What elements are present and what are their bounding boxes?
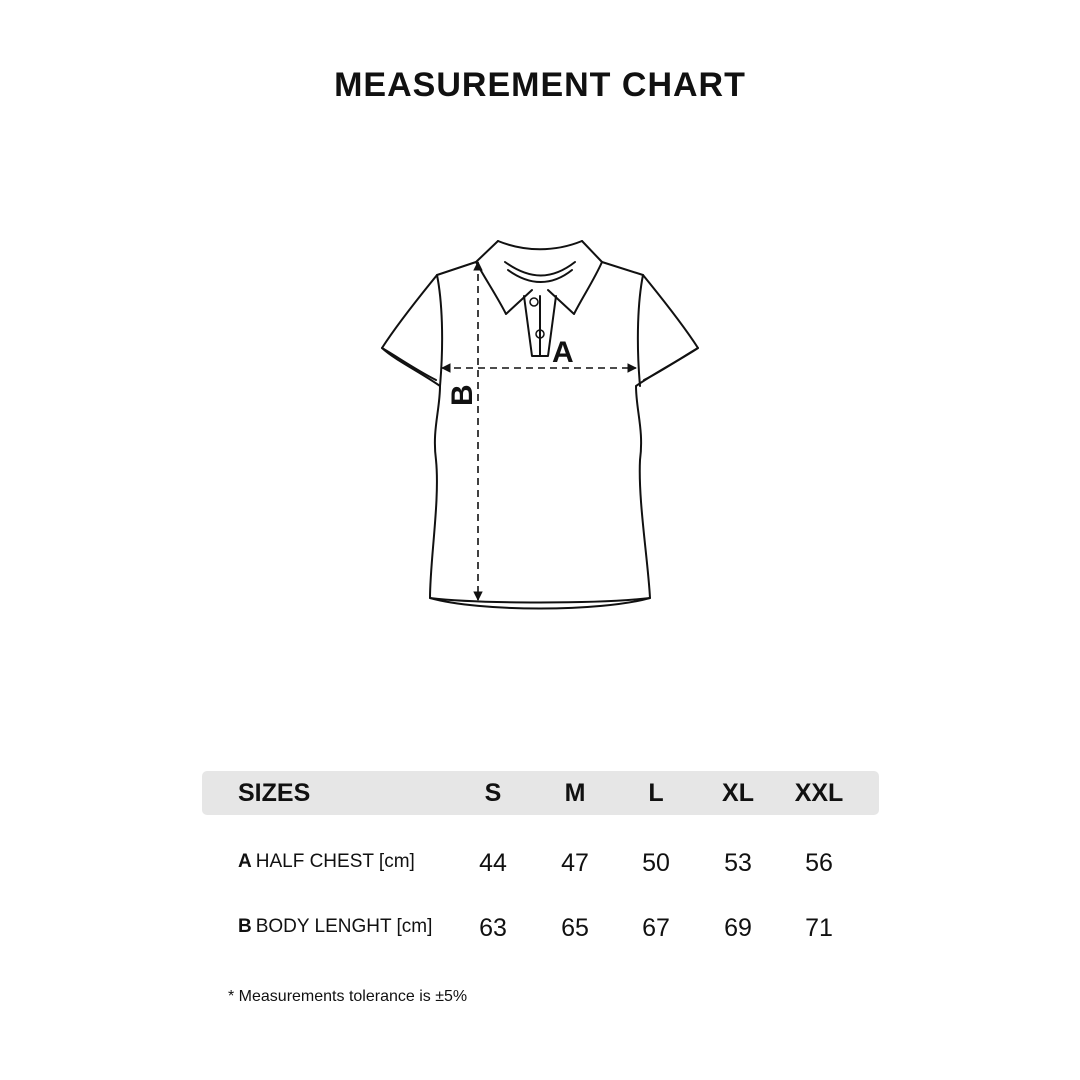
collar-right [548,241,602,314]
table-cell: 71 [805,914,833,942]
row-label-body-length [238,916,432,938]
row-label-text: BODY LENGHT [cm] [255,916,433,937]
table-row [202,902,879,967]
table-cell: 56 [805,849,833,877]
row-letter: A [238,851,252,872]
size-header-s: S [484,779,502,807]
polo-shirt-diagram [360,225,720,625]
sizes-header-label: SIZES [238,779,311,807]
table-cell: 63 [479,914,507,942]
size-table-header [202,771,879,815]
table-cell: 44 [479,849,507,877]
row-letter: B [238,916,252,937]
dimension-label-b: B [446,384,479,406]
left-sleeve-seam [437,275,442,386]
size-table [202,771,879,967]
right-sleeve-seam [638,275,643,386]
table-cell: 47 [561,849,589,877]
shirt-hem [430,598,650,603]
right-sleeve-hem [644,348,698,380]
collar-left [476,241,532,314]
size-header-m: M [564,779,586,807]
size-header-l: L [648,779,664,807]
tolerance-note: * Measurements tolerance is ±5% [228,988,468,1005]
table-row [202,837,879,902]
table-cell: 69 [724,914,752,942]
dimension-label-a: A [552,336,574,369]
row-label-half-chest [238,851,415,873]
collar-back [498,241,582,249]
table-cell: 53 [724,849,752,877]
button-icon [530,298,538,306]
table-cell: 50 [642,849,670,877]
row-label-text: HALF CHEST [cm] [255,851,415,872]
page-title: MEASUREMENT CHART [334,66,746,104]
left-sleeve-hem [382,348,436,380]
collar-inner [505,262,575,276]
table-cell: 67 [642,914,670,942]
size-header-xl: XL [722,779,754,807]
size-header-xxl: XXL [794,779,844,807]
table-cell: 65 [561,914,589,942]
